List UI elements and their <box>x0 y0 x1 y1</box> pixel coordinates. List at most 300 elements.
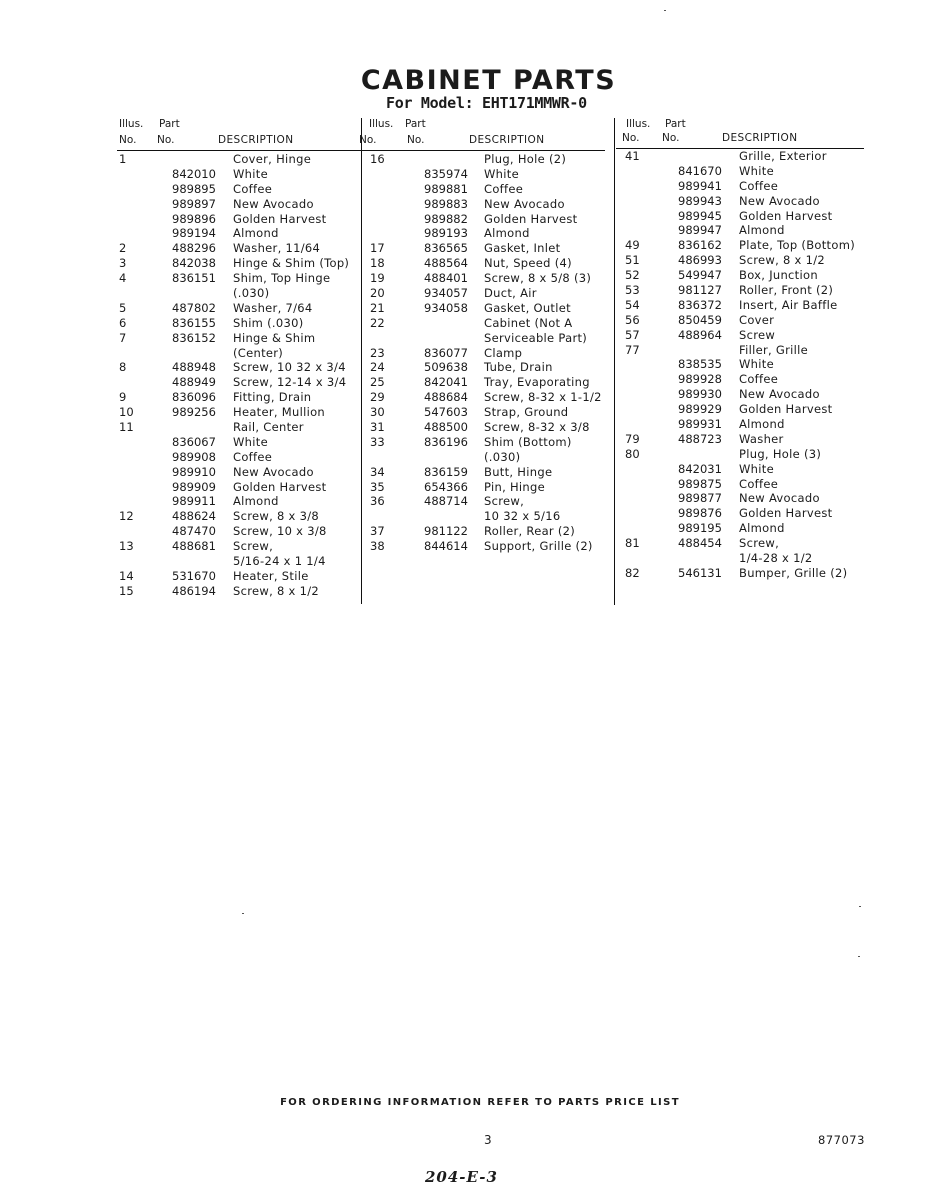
illus-number: 24 <box>370 360 385 375</box>
part-row <box>360 241 612 256</box>
part-description: Coffee <box>484 181 524 196</box>
part-description: Heater, Stile <box>233 568 309 583</box>
part-description: 5/16-24 x 1 1/4 <box>233 554 326 569</box>
illus-number: 36 <box>370 494 385 509</box>
parts-column-1 <box>119 118 364 599</box>
part-row <box>360 152 612 167</box>
part-description: Cabinet (Not A <box>484 315 573 330</box>
parts-column-3 <box>612 118 872 581</box>
part-row <box>612 432 872 447</box>
part-description: Screw, <box>484 494 525 509</box>
part-row <box>612 387 872 402</box>
illus-number: 56 <box>625 312 640 327</box>
illus-number: 2 <box>119 241 127 256</box>
part-description: Golden Harvest <box>233 211 327 226</box>
illus-number: 17 <box>370 241 385 256</box>
illus-number: 3 <box>119 256 127 271</box>
part-description: Coffee <box>739 178 779 193</box>
part-number: 487470 <box>172 524 216 539</box>
page-number: 3 <box>484 1133 492 1147</box>
part-number: 836159 <box>424 464 468 479</box>
part-description: New Avocado <box>233 196 314 211</box>
part-row <box>119 390 364 405</box>
part-description: Bumper, Grille (2) <box>739 565 848 580</box>
part-number: 989256 <box>172 405 216 420</box>
part-row <box>360 360 612 375</box>
part-description: White <box>233 166 268 181</box>
part-description: New Avocado <box>739 491 820 506</box>
parts-list <box>119 152 364 599</box>
part-row <box>119 405 364 420</box>
model-subtitle: For Model: EHT171MMWR-0 <box>386 94 587 112</box>
part-row <box>360 375 612 390</box>
part-description: Cover <box>739 312 775 327</box>
part-description: (.030) <box>484 449 521 464</box>
part-row <box>360 301 612 316</box>
part-number: 989895 <box>172 181 216 196</box>
part-number: 981122 <box>424 524 468 539</box>
part-description: Coffee <box>739 372 779 387</box>
part-number: 844614 <box>424 539 468 554</box>
column-header <box>119 118 364 152</box>
part-row <box>612 238 872 253</box>
part-description: Golden Harvest <box>739 506 833 521</box>
illus-number: 15 <box>119 583 134 598</box>
part-row <box>360 450 612 465</box>
part-row <box>360 539 612 554</box>
illus-number: 57 <box>625 327 640 342</box>
part-number: 989876 <box>678 506 722 521</box>
page-title: CABINET PARTS <box>360 65 617 96</box>
part-row <box>360 524 612 539</box>
part-number: 488723 <box>678 431 722 446</box>
part-row <box>612 402 872 417</box>
part-number: 488624 <box>172 509 216 524</box>
part-row <box>612 477 872 492</box>
part-description: Rail, Center <box>233 420 304 435</box>
part-row <box>360 465 612 480</box>
part-row <box>119 435 364 450</box>
part-description: Screw, 10 32 x 3/4 <box>233 360 346 375</box>
illus-number: 16 <box>370 152 385 166</box>
part-description: Duct, Air <box>484 286 537 301</box>
part-number: 838535 <box>678 357 722 372</box>
part-row <box>119 182 364 197</box>
parts-list <box>612 149 872 581</box>
part-description: White <box>739 163 774 178</box>
part-row <box>612 209 872 224</box>
illus-number: 53 <box>625 283 640 298</box>
header-part: Part <box>665 118 686 130</box>
header-part-no: No. <box>157 134 175 146</box>
part-number: 989928 <box>678 372 722 387</box>
part-description: (.030) <box>233 286 270 301</box>
part-number: 989897 <box>172 196 216 211</box>
part-number: 989911 <box>172 494 216 509</box>
part-number: 841670 <box>678 163 722 178</box>
part-number: 989947 <box>678 223 722 238</box>
part-description: Coffee <box>739 476 779 491</box>
illus-number: 14 <box>119 568 134 583</box>
part-description: Screw, 8-32 x 3/8 <box>484 420 590 435</box>
part-number: 989929 <box>678 402 722 417</box>
column-header <box>612 118 872 152</box>
part-row <box>360 182 612 197</box>
part-row <box>119 465 364 480</box>
part-row <box>119 539 364 554</box>
header-illus: Illus. <box>369 118 394 130</box>
part-row <box>119 480 364 495</box>
part-row <box>119 360 364 375</box>
part-description: Pin, Hinge <box>484 479 545 494</box>
scan-speck <box>859 906 861 907</box>
part-number: 989910 <box>172 464 216 479</box>
part-description: Plate, Top (Bottom) <box>739 238 855 253</box>
part-description: (Center) <box>233 345 284 360</box>
part-number: 836067 <box>172 434 216 449</box>
part-row <box>119 256 364 271</box>
part-number: 488454 <box>678 536 722 551</box>
scan-speck <box>242 913 244 914</box>
illus-number: 51 <box>625 253 640 268</box>
part-row <box>119 584 364 599</box>
part-description: Coffee <box>233 449 273 464</box>
illus-number: 38 <box>370 539 385 554</box>
part-description: Golden Harvest <box>233 479 327 494</box>
part-number: 836152 <box>172 330 216 345</box>
part-row <box>119 509 364 524</box>
illus-number: 49 <box>625 238 640 253</box>
part-row <box>612 149 872 164</box>
part-number: 488714 <box>424 494 468 509</box>
part-description: Screw, <box>233 539 274 554</box>
part-description: Screw, 8 x 1/2 <box>739 253 826 268</box>
illus-number: 12 <box>119 509 134 524</box>
part-number: 488564 <box>424 256 468 271</box>
illus-number: 25 <box>370 375 385 390</box>
scan-speck <box>664 10 666 11</box>
part-row <box>119 271 364 286</box>
illus-number: 29 <box>370 390 385 405</box>
part-row <box>119 212 364 227</box>
part-number: 842041 <box>424 375 468 390</box>
part-row <box>612 179 872 194</box>
part-description: Plug, Hole (3) <box>739 446 822 461</box>
part-row <box>119 197 364 212</box>
part-description: Serviceable Part) <box>484 330 588 345</box>
part-row <box>119 316 364 331</box>
illus-number: 37 <box>370 524 385 539</box>
part-description: Hinge & Shim <box>233 330 316 345</box>
part-number: 488401 <box>424 271 468 286</box>
document-number: 877073 <box>818 1133 865 1147</box>
part-number: 836155 <box>172 315 216 330</box>
part-row <box>119 286 364 301</box>
header-description: DESCRIPTION <box>722 132 798 144</box>
part-description: Washer, 11/64 <box>233 241 321 256</box>
part-description: Almond <box>739 223 785 238</box>
part-row <box>612 551 872 566</box>
part-row <box>360 509 612 524</box>
illus-number: 23 <box>370 345 385 360</box>
header-illus-no: No. <box>119 134 137 146</box>
part-row <box>612 164 872 179</box>
part-number: 989882 <box>424 211 468 226</box>
part-number: 488684 <box>424 390 468 405</box>
part-row <box>119 420 364 435</box>
part-description: Screw <box>739 327 776 342</box>
part-row <box>612 372 872 387</box>
part-description: Screw, 8 x 1/2 <box>233 583 320 598</box>
part-description: Tray, Evaporating <box>484 375 590 390</box>
part-number: 981127 <box>678 283 722 298</box>
part-description: Screw, 12-14 x 3/4 <box>233 375 347 390</box>
part-number: 488964 <box>678 327 722 342</box>
illus-number: 18 <box>370 256 385 271</box>
part-description: Insert, Air Baffle <box>739 297 838 312</box>
part-description: Gasket, Outlet <box>484 300 571 315</box>
illus-number: 13 <box>119 539 134 554</box>
part-row <box>119 241 364 256</box>
part-description: Clamp <box>484 345 523 360</box>
part-number: 989909 <box>172 479 216 494</box>
part-row <box>360 212 612 227</box>
part-number: 989877 <box>678 491 722 506</box>
part-number: 989195 <box>678 521 722 536</box>
part-description: Plug, Hole (2) <box>484 152 567 166</box>
illus-number: 82 <box>625 565 640 580</box>
illus-number: 11 <box>119 420 134 435</box>
part-number: 486194 <box>172 583 216 598</box>
part-row <box>612 343 872 358</box>
illus-number: 35 <box>370 479 385 494</box>
part-description: Fitting, Drain <box>233 390 312 405</box>
part-number: 989930 <box>678 387 722 402</box>
part-row <box>612 268 872 283</box>
part-description: Gasket, Inlet <box>484 241 561 256</box>
part-description: Screw, 8 x 5/8 (3) <box>484 271 592 286</box>
part-description: 1/4-28 x 1/2 <box>739 551 813 566</box>
part-description: Shim (Bottom) <box>484 434 572 449</box>
part-description: White <box>739 461 774 476</box>
part-number: 836372 <box>678 297 722 312</box>
part-row <box>119 301 364 316</box>
part-number: 850459 <box>678 312 722 327</box>
part-number: 836196 <box>424 434 468 449</box>
part-row <box>612 521 872 536</box>
part-row <box>119 226 364 241</box>
part-description: Support, Grille (2) <box>484 539 593 554</box>
part-row <box>612 536 872 551</box>
part-row <box>360 316 612 331</box>
column-header <box>360 118 612 152</box>
part-number: 989943 <box>678 193 722 208</box>
part-number: 486993 <box>678 253 722 268</box>
header-description: DESCRIPTION <box>469 134 545 146</box>
part-description: Almond <box>739 521 785 536</box>
part-row <box>612 194 872 209</box>
part-row <box>612 566 872 581</box>
header-part: Part <box>405 118 426 130</box>
illus-number: 10 <box>119 405 134 420</box>
illus-number: 6 <box>119 315 127 330</box>
illus-number: 54 <box>625 297 640 312</box>
part-description: Golden Harvest <box>484 211 578 226</box>
illus-number: 33 <box>370 434 385 449</box>
part-number: 509638 <box>424 360 468 375</box>
part-description: Almond <box>739 417 785 432</box>
header-rule <box>117 150 362 151</box>
illus-number: 80 <box>625 446 640 461</box>
part-row <box>360 420 612 435</box>
part-description: New Avocado <box>739 193 820 208</box>
illus-number: 9 <box>119 390 127 405</box>
part-number: 842031 <box>678 461 722 476</box>
part-description: White <box>233 434 268 449</box>
part-row <box>360 286 612 301</box>
part-description: Golden Harvest <box>739 208 833 223</box>
handwritten-note: 204-E-3 <box>425 1168 498 1186</box>
parts-column-2 <box>360 118 612 554</box>
part-row <box>360 494 612 509</box>
part-row <box>360 405 612 420</box>
part-row <box>119 375 364 390</box>
part-number: 546131 <box>678 565 722 580</box>
ordering-note: FOR ORDERING INFORMATION REFER TO PARTS PRICE LIST <box>280 1097 680 1108</box>
part-description: Washer, 7/64 <box>233 300 313 315</box>
header-illus-no: No. <box>622 132 640 144</box>
part-number: 842038 <box>172 256 216 271</box>
part-row <box>612 223 872 238</box>
part-number: 488949 <box>172 375 216 390</box>
part-description: Butt, Hinge <box>484 464 553 479</box>
part-row <box>119 346 364 361</box>
header-illus-no: No. <box>359 134 377 146</box>
header-part: Part <box>159 118 180 130</box>
part-number: 531670 <box>172 568 216 583</box>
part-row <box>360 435 612 450</box>
part-number: 989193 <box>424 226 468 241</box>
part-description: New Avocado <box>233 464 314 479</box>
part-description: Screw, 10 x 3/8 <box>233 524 327 539</box>
part-number: 989883 <box>424 196 468 211</box>
part-row <box>612 313 872 328</box>
part-number: 836565 <box>424 241 468 256</box>
part-description: Filler, Grille <box>739 342 808 357</box>
illus-number: 7 <box>119 330 127 345</box>
part-number: 989945 <box>678 208 722 223</box>
part-row <box>612 491 872 506</box>
part-row <box>360 480 612 495</box>
part-row <box>119 524 364 539</box>
part-row <box>119 331 364 346</box>
part-row <box>612 283 872 298</box>
part-description: Roller, Front (2) <box>739 283 834 298</box>
part-number: 989931 <box>678 417 722 432</box>
part-row <box>612 253 872 268</box>
part-description: 10 32 x 5/16 <box>484 509 561 524</box>
part-description: Strap, Ground <box>484 405 569 420</box>
part-number: 654366 <box>424 479 468 494</box>
part-description: Screw, 8 x 3/8 <box>233 509 320 524</box>
illus-number: 1 <box>119 152 127 166</box>
part-row <box>119 167 364 182</box>
part-number: 836096 <box>172 390 216 405</box>
part-description: Cover, Hinge <box>233 152 312 166</box>
part-row <box>360 256 612 271</box>
illus-number: 31 <box>370 420 385 435</box>
part-row <box>360 390 612 405</box>
part-description: Coffee <box>233 181 273 196</box>
part-description: Roller, Rear (2) <box>484 524 576 539</box>
part-description: Grille, Exterior <box>739 149 827 163</box>
part-row <box>612 328 872 343</box>
part-number: 488296 <box>172 241 216 256</box>
illus-number: 4 <box>119 271 127 286</box>
header-rule <box>362 150 605 151</box>
part-description: Hinge & Shim (Top) <box>233 256 350 271</box>
header-illus: Illus. <box>119 118 144 130</box>
illus-number: 41 <box>625 149 640 163</box>
illus-number: 22 <box>370 315 385 330</box>
part-row <box>360 346 612 361</box>
part-number: 842010 <box>172 166 216 181</box>
part-row <box>360 197 612 212</box>
part-description: Heater, Mullion <box>233 405 326 420</box>
part-number: 934058 <box>424 300 468 315</box>
illus-number: 34 <box>370 464 385 479</box>
part-row <box>612 298 872 313</box>
part-number: 989908 <box>172 449 216 464</box>
part-row <box>119 554 364 569</box>
scan-speck <box>858 956 860 957</box>
part-description: Screw, 8-32 x 1-1/2 <box>484 390 602 405</box>
part-row <box>612 506 872 521</box>
part-number: 487802 <box>172 300 216 315</box>
part-description: New Avocado <box>484 196 565 211</box>
part-number: 488681 <box>172 539 216 554</box>
part-description: White <box>484 166 519 181</box>
header-illus: Illus. <box>626 118 651 130</box>
part-description: Golden Harvest <box>739 402 833 417</box>
part-description: Tube, Drain <box>484 360 553 375</box>
part-number: 836162 <box>678 238 722 253</box>
part-row <box>119 450 364 465</box>
part-row <box>612 417 872 432</box>
part-row <box>360 271 612 286</box>
part-number: 989896 <box>172 211 216 226</box>
part-row <box>119 152 364 167</box>
parts-list <box>360 152 612 554</box>
part-description: Box, Junction <box>739 268 818 283</box>
header-part-no: No. <box>407 134 425 146</box>
illus-number: 21 <box>370 300 385 315</box>
part-description: New Avocado <box>739 387 820 402</box>
part-row <box>360 167 612 182</box>
part-row <box>360 331 612 346</box>
illus-number: 19 <box>370 271 385 286</box>
part-row <box>119 494 364 509</box>
part-number: 836077 <box>424 345 468 360</box>
illus-number: 81 <box>625 536 640 551</box>
header-description: DESCRIPTION <box>218 134 294 146</box>
part-description: White <box>739 357 774 372</box>
illus-number: 30 <box>370 405 385 420</box>
illus-number: 52 <box>625 268 640 283</box>
part-description: Almond <box>233 494 279 509</box>
part-row <box>612 357 872 372</box>
part-number: 836151 <box>172 271 216 286</box>
